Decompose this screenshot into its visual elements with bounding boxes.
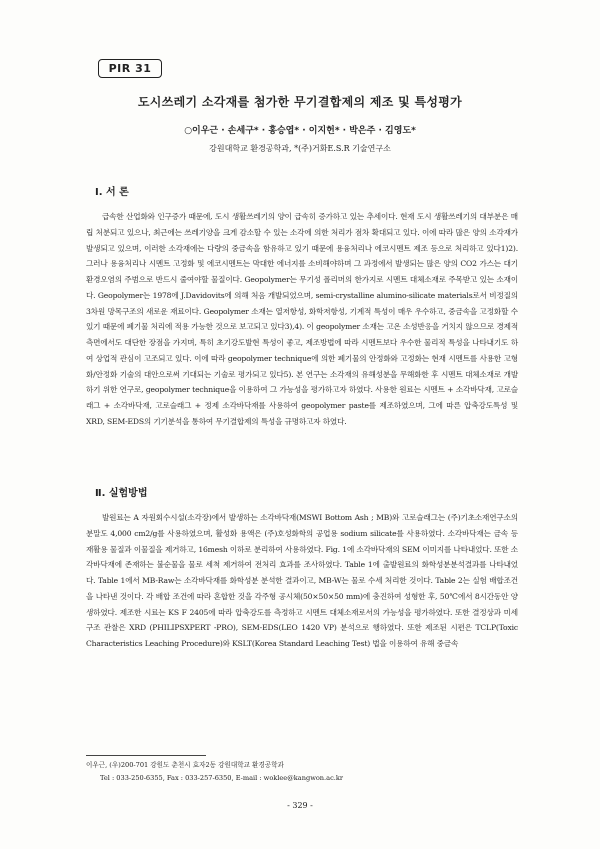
- page-number: - 329 -: [287, 801, 313, 810]
- section-heading-methods: Ⅱ. 실험방법: [95, 488, 148, 499]
- methods-paragraph: 발원료는 A 자원회수시설(소각장)에서 발생하는 소각바닥재(MSWI Bottom Ash ; MB)와 고로슬래그는 (주)기초소재연구소의 분말도 4,000 cm2/g를 사용하였으며, 활성화 용액은 (주)호성화학의 공업용 sodium silicate를 사용하였다. 소각바닥재는 금속 등 재활용 물질과 이물질을 제거하고, 16mesh 이하로 분리하여 사용하였다. Fig. 1에 소각바닥재의 SEM 이미지를 나타내었다. 또한 소각바닥재에 존재하는 불순물을 물로 세척 제거하여 전처리 효과를 조사하였다. Table 1에 출발원료의 화학성분분석결과를 나타내었다. Table 1에서 MB-Raw는 소각바닥재를 화학성분 분석한 결과이고, MB-W는 물로 수세 처리한 것이다. Table 2는 실험 배합조건을 나타낸 것이다. 각 배합 조건에 따라 혼합한 것을 각주형 공시체(50×50×50 mm)에 충진하여 성형한 후, 50℃에서 8시간동안 양생하였다. 제조한 시료는 KS F 2405에 따라 압축강도를 측정하고 시멘트 대체소재로서의 가능성을 평가하였다. 또한 결정상과 미세구조 관찰은 XRD (PHILIPSXPERT -PRO), SEM-EDS(LEO 1420 VP) 분석으로 행하였다. 또한 제조된 시편은 TCLP(Toxic Characteristics Leaching Procedure)와 KSLT(Korea Standard Leaching Test) 법을 이용하여 유해 중금속: [86, 513, 518, 648]
- section-heading-introduction: Ⅰ. 서 론: [95, 187, 129, 198]
- author-list: ○이우근 · 손세구* · 홍승엽* · 이지헌* · 박은주 · 김영도*: [184, 126, 416, 136]
- affiliation: 강원대학교 환경공학과, *(주)거화E.S.R 기술연구소: [209, 144, 391, 153]
- footnote-divider: [86, 755, 206, 756]
- introduction-paragraph: 급속한 산업화와 인구증가 때문에, 도시 생활쓰레기의 양이 급속히 증가하고 있는 추세이다. 현재 도시 생활쓰레기의 대부분은 매립 처분되고 있으나, 최근에는 쓰레기양을 크게 감소할 수 있는 소각에 의한 처리가 점차 확대되고 있다. 이에 따라 많은 양의 소각재가 발생되고 있으며, 이러한 소각재에는 다량의 중금속을 함유하고 있기 때문에 용융처리나 에코시멘트 제조 등으로 처리하고 있다1)2). 그러나 용융처리나 시멘트 고정화 및 에코시멘트는 막대한 에너지를 소비해야하며 그 과정에서 발생되는 많은 양의 CO2 가스는 대기환경오염의 주범으로 반드시 줄여야할 물질이다. Geopolymer는 무기성 폴리머의 한가지로 시멘트 대체소재로 주목받고 있는 소재이다. Geopolymer는 1978에 J.Davidovits에 의해 처음 개발되었으며, semi-crystalline alumino-silicate materials로서 비정질의 3차원 망목구조의 새로운 재료이다. Geopolymer 소재는 열저항성, 화학저항성, 기계적 특성이 매우 우수하고, 중금속을 고정화할 수 있기 때문에 폐기물 처리에 적용 가능한 것으로 보고되고 있다3),4). 이 geopolymer 소재는 고온 소성반응을 거치지 않으므로 경제적 측면에서도 대단한 장점을 가지며, 특히 초기강도발현 특성이 좋고, 제조방법에 따라 시멘트보다 우수한 물리적 특성을 나타내기도 하여 상업적 관심이 고조되고 있다. 이에 따라 geopolymer technique에 의한 폐기물의 안정화와 고정화는 현재 시멘트를 사용한 고형화/안정화 기술의 대안으로써 기대되는 기술로 평가되고 있다5). 본 연구는 소각재의 유해성분을 무해화한 후 시멘트 대체소재로 개발하기 위한 연구로, geopolymer technique을 이용하여 그 가능성을 평가하고자 하였다. 사용한 원료는 시멘트 + 소각바닥재, 고로슬래그 + 소각바닥재, 고로슬래그 + 정제 소각바닥재를 사용하여 geopolymer paste를 제조하였으며, 그에 따른 압축강도특성 및 XRD, SEM-EDS의 기기분석을 통하여 무기결합제의 특성을 규명하고자 하였다.: [86, 212, 518, 426]
- footnote-contact: Tel : 033-250-6355, Fax : 033-257-6350, E-mail : woklee@kangwon.ac.kr: [100, 774, 344, 782]
- paper-title: 도시쓰레기 소각재를 첨가한 무기결합제의 제조 및 특성평가: [137, 95, 463, 109]
- paper-id-tag: PIR 31: [98, 59, 162, 78]
- footnote-address: 이우근, (우)200-701 강원도 춘천시 효자2동 강원대학교 환경공학과: [86, 761, 284, 769]
